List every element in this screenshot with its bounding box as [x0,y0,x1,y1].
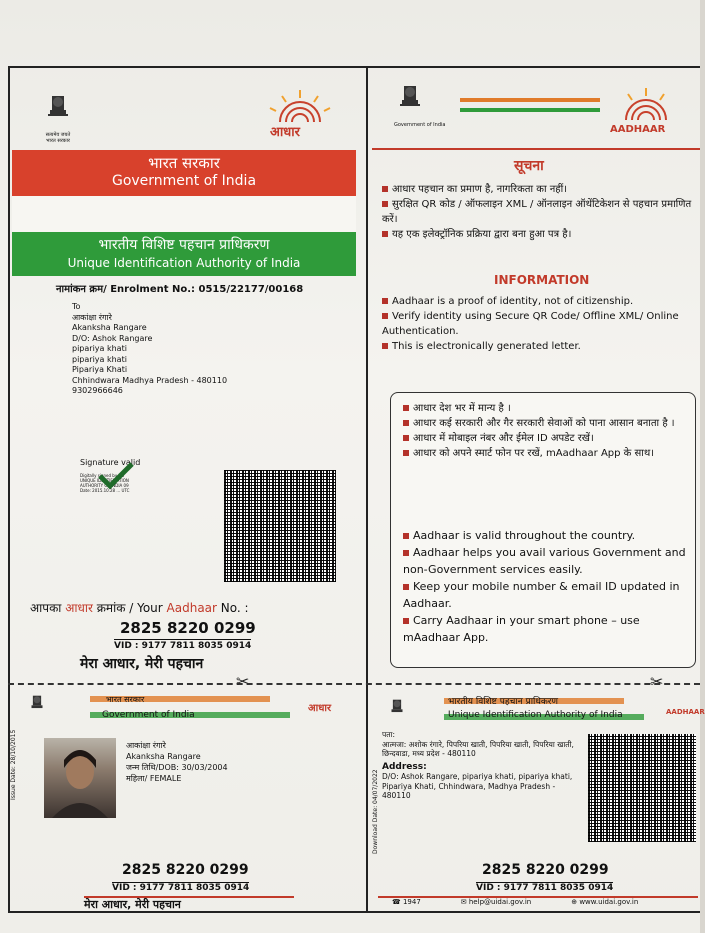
email [461,898,531,906]
qr-code [224,470,336,582]
box-text: Carry Aadhaar in your smart phone – use mAadhaar App. [403,614,640,644]
gov-hindi: भारत सरकार [148,154,220,172]
aadhaar-logo-right [604,86,688,136]
emblem-caption: Government of India [394,122,446,128]
box-text: आधार कई सरकारी और गैर सरकारी सेवाओं को पाना आसान बनाता है । [413,418,675,429]
label-part: No. : [216,601,249,615]
ashoka-emblem-icon [394,84,426,118]
issue-date: Issue Date: 28/10/2015 [10,729,17,800]
notice-hindi-title: सूचना [514,158,544,174]
aadhaar-fingerprint-sun-icon [604,86,688,120]
notice-item [382,294,694,309]
emblem-caption: सत्यमेव जयते भारत सरकार [45,132,71,144]
box-item [403,401,689,416]
card-slogan: मेरा आधार, मेरी पहचान [84,898,181,911]
aadhaar-logo-text: AADHAAR [666,708,705,716]
card-vid: VID : 9177 7811 8035 0914 [476,883,614,893]
uidai-english: Unique Identification Authority of India [67,256,301,270]
scissors-icon: ✂ [236,672,250,691]
signature-block [80,458,180,493]
box-text: Keep your mobile number & email ID updated in Aadhaar. [403,580,680,610]
box-text: आधार देश भर में मान्य है । [413,403,511,414]
center-divider [366,66,368,913]
checkmark-icon [96,462,136,490]
box-item [403,578,689,612]
website-url: www.uidai.gov.in [579,898,639,906]
label-part: आपका [30,601,66,615]
aadhaar-number: 2825 8220 0299 [120,619,256,637]
card-gov-english: Government of India [102,710,195,720]
aadhaar-logo-text: आधार [308,703,332,714]
slogan: मेरा आधार, मेरी पहचान [80,656,204,672]
card-number: 2825 8220 0299 [482,862,609,878]
address-line: 9302966646 [72,386,123,395]
notice-text: यह एक इलेक्ट्रॉनिक प्रक्रिया द्वारा बना हुआ पत्र है। [392,229,572,240]
notice-english-title: INFORMATION [494,273,590,287]
info-box [390,392,696,668]
email-address: help@uidai.gov.in [468,898,532,906]
download-date: Download Date: 04/07/2022 [372,769,379,854]
notice-text: This is electronically generated letter. [392,341,581,352]
address-line: Akanksha Rangare [72,323,147,332]
notice-text: सुरक्षित QR कोड / ऑफलाइन XML / ऑनलाइन ऑथेंटिकेशन से पहचान प्रमाणित करें। [382,199,692,225]
vid-number: VID : 9177 7811 8035 0914 [114,641,252,651]
card-qr-code [588,734,696,842]
enrolment-number: नामांकन क्रम/ Enrolment No.: 0515/22177/00168 [56,284,304,295]
aadhaar-logo-text: आधार [270,125,300,140]
helpline-number: 1947 [402,898,421,906]
helpline [392,898,421,906]
phone-icon: ☎ [392,898,403,906]
ashoka-emblem-icon [42,94,74,128]
mail-icon: ✉ [460,898,469,906]
notice-text: Aadhaar is a proof of identity, not of citizenship. [392,296,634,307]
card-address [382,730,582,801]
box-item [403,431,689,446]
aadhaar-logo-text: AADHAAR [610,124,666,135]
box-item [403,612,689,646]
card-gov-hindi: भारत सरकार [106,695,145,704]
label-part: आधार [65,601,93,615]
box-text: Aadhaar helps you avail various Government and non-Government services easily. [403,546,686,576]
address-line: pipariya khati [72,354,127,364]
address-line: Chhindwara Madhya Pradesh - 480110 [72,375,228,385]
contact-footer [392,898,638,906]
address-english: D/O: Ashok Rangare, pipariya khati, pipariya khati, Pipariya Khati, Chhindwara, Madhya Pradesh - 480110 [382,772,573,800]
notice-item [382,197,692,227]
uidai-hindi: भारतीय विशिष्ट पहचान प्राधिकरण [98,237,270,253]
website [571,898,638,906]
cut-line [8,683,700,685]
address-line: pipariya khati [72,344,127,353]
notice-item [382,339,694,354]
aadhaar-logo [260,88,340,138]
signature-label: Signature valid [80,458,141,467]
national-emblem [42,94,74,144]
ashoka-emblem-icon [386,698,408,722]
photo [44,738,116,818]
notice-english-list [382,294,694,354]
box-hindi-list [403,401,689,461]
scissors-icon: ✂ [650,672,664,691]
address-line: D/O: Ashok Rangare [72,333,153,343]
globe-icon: ⊕ [571,898,580,906]
header-rule [372,148,700,150]
signature-fine-print: Digitally signed by DS UNIQUE IDENTIFICATION AUTHORITY OF INDIA 09 Date: 2015.10.28 ... UTC [80,473,130,493]
box-item [403,544,689,578]
label-part: क्रमांक / Your [92,601,167,615]
box-text: Aadhaar is valid throughout the country. [413,529,636,542]
uidai-banner [12,232,356,276]
card-vid: VID : 9177 7811 8035 0914 [112,883,250,893]
aadhaar-card-front [10,690,360,911]
box-item [403,416,689,431]
notice-hindi-list [382,182,692,242]
box-item [403,446,689,461]
box-english-list [403,527,689,646]
box-text: आधार को अपने स्मार्ट फोन पर रखें, mAadhaar App के साथ। [413,448,655,459]
notice-item [382,309,694,339]
name-hindi: आकांक्षा रंगारे [126,741,166,750]
aadhaar-card-back [372,690,705,910]
notice-text: आधार पहचान का प्रमाण है, नागरिकता का नहीं। [392,184,567,195]
notice-item [382,227,692,242]
notice-item [382,182,692,197]
card-number: 2825 8220 0299 [122,862,249,878]
gov-english: Government of India [111,173,257,189]
address-line: Pipariya Khati [72,365,128,374]
card-uidai-english: Unique Identification Authority of India [448,710,623,720]
tricolor-green [460,108,600,112]
gender: महिला/ FEMALE [126,774,182,783]
to-label: To [72,302,81,311]
national-emblem-right [394,84,454,128]
ashoka-emblem-icon [26,694,48,718]
recipient-address [72,302,227,397]
card-uidai-hindi: भारतीय विशिष्ट पहचान प्राधिकरण [448,697,558,707]
box-item [403,527,689,544]
gov-banner [12,150,356,196]
dob: जन्म तिथि/DOB: 30/03/2004 [126,763,228,772]
address-line: आकांक्षा रंगारे [72,312,112,322]
tricolor-saffron [460,98,600,102]
white-band [12,196,356,232]
address-label: Address: [382,761,427,772]
address-hindi-label: पता: [382,730,396,739]
card-details [126,740,228,784]
aadhaar-fingerprint-sun-icon [260,88,340,124]
your-aadhaar-label [30,599,249,616]
label-part: Aadhaar [166,601,217,615]
name-english: Akanksha Rangare [126,752,201,761]
notice-text: Verify identity using Secure QR Code/ Offline XML/ Online Authentication. [382,311,679,337]
person-photo-icon [44,738,116,818]
box-text: आधार में मोबाइल नंबर और ईमेल ID अपडेट रखें। [413,433,594,444]
address-hindi: आत्मजा: अशोक रंगारे, पिपरिया खाती, पिपरिया खाती, पिपरिया खाती, छिन्दवाडा, मध्य प्रदेश - 480110 [382,739,574,758]
